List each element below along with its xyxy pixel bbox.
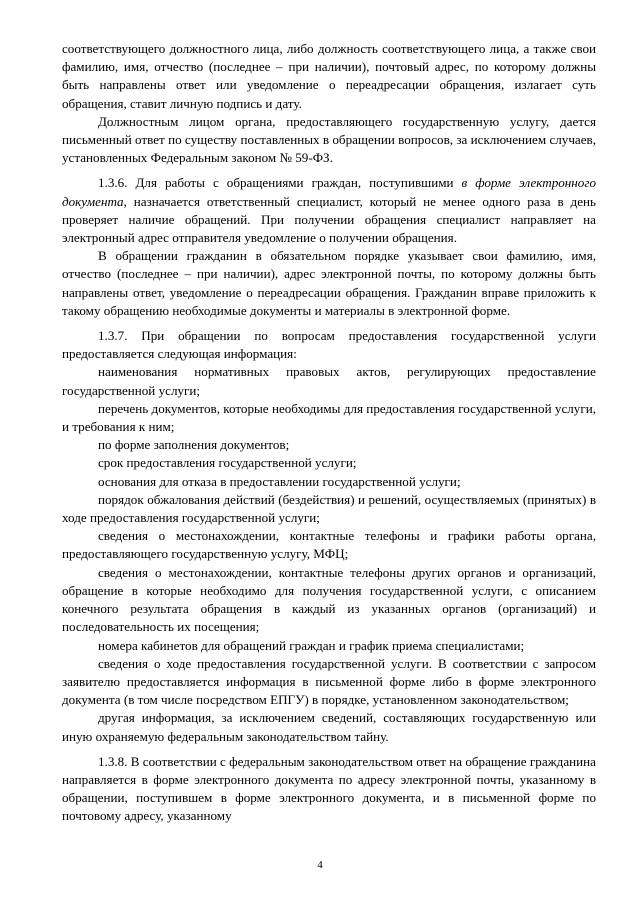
- list-item-service-term: срок предоставления государственной услуги;: [98, 455, 357, 471]
- paragraph-1: соответствующего должностного лица, либо должность соответствующего лица, а также свои фамилию, имя, отчество (последнее – при наличии), почтовый адрес, по которому должны быть направлены ответ или уведомление о переадресации обращения, излагает суть обращения, ставит личную подпись и дату.: [62, 41, 596, 111]
- paragraph-1-3-8: 1.3.8. В соответствии с федеральным законодательством ответ на обращение гражданина направляется в форме электронного документа по адресу электронной почты, указанному в обращении, поступившем в форме электронного документа, и в письменной форме по почтовому адресу, указанному: [62, 753, 596, 824]
- emphasis-electronic-document: в форме электронного документа: [62, 175, 597, 209]
- list-item-legal-acts: наименования нормативных правовых актов, регулирующих предоставление государственной услуги;: [62, 364, 596, 398]
- list-item-other-organs: сведения о местонахождении, контактные телефоны других органов и организаций, обращение в которые необходимо для получения государственной услуги, с описанием конечного результата обращения в каждый из указанных органов (организаций) и последовательность их посещения;: [62, 564, 596, 635]
- page-number: 4: [317, 859, 323, 871]
- list-item-service-progress: сведения о ходе предоставления государственной услуги. В соответствии с запросом заявителю предоставляется информация в письменной форме либо в форме электронного документа (в том числе посредством ЕПГУ) в порядке, установленном законодательством;: [62, 655, 596, 708]
- list-item-appeal-procedure: порядок обжалования действий (бездействия) и решений, осуществляемых (принятых) в ходе предоставления государственной услуги;: [62, 491, 596, 526]
- paragraph-1-3-7: 1.3.7. При обращении по вопросам предоставления государственной услуги предоставляется следующая информация:: [62, 328, 596, 362]
- paragraph-2: Должностным лицом органа, предоставляющего государственную услугу, дается письменный ответ по существу поставленных в обращении вопросов, за исключением случаев, установленных Федеральным законом № 59-ФЗ.: [62, 113, 596, 166]
- list-item-form-filling: по форме заполнения документов;: [98, 437, 290, 453]
- list-item-documents: перечень документов, которые необходимы для предоставления государственной услуги, и требования к ним;: [62, 400, 596, 435]
- paragraph-1-3-6-text-a: 1.3.6. Для работы с обращениями граждан, поступившими: [98, 175, 462, 191]
- paragraph-4: В обращении гражданин в обязательном порядке указывает свои фамилию, имя, отчество (последнее – при наличии), адрес электронной почты, по которому должны быть направлены ответ, уведомление о переадресации обращения. Гражданин вправе приложить к такому обращению необходимые документы и материалы в электронной форме.: [62, 248, 596, 318]
- list-item-other-info: другая информация, за исключением сведений, составляющих государственную или иную охраняемую федеральным законодательством тайну.: [62, 710, 596, 744]
- list-item-refusal-grounds: основания для отказа в предоставлении государственной услуги;: [98, 473, 461, 489]
- list-item-location-mfc: сведения о местонахождении, контактные телефоны и графики работы органа, предоставляющего государственную услугу, МФЦ;: [62, 528, 596, 562]
- paragraph-1-3-6-text-b: , назначается ответственный специалист, который не менее одного раза в день проверяет наличие обращений. При получении обращения специалист направляет на электронный адрес отправителя уведомление о получении обращения.: [62, 193, 596, 246]
- document-body: [62, 40, 596, 826]
- list-item-office-numbers: номера кабинетов для обращений граждан и график приема специалистами;: [98, 637, 525, 653]
- paragraph-1-3-6: [62, 174, 596, 247]
